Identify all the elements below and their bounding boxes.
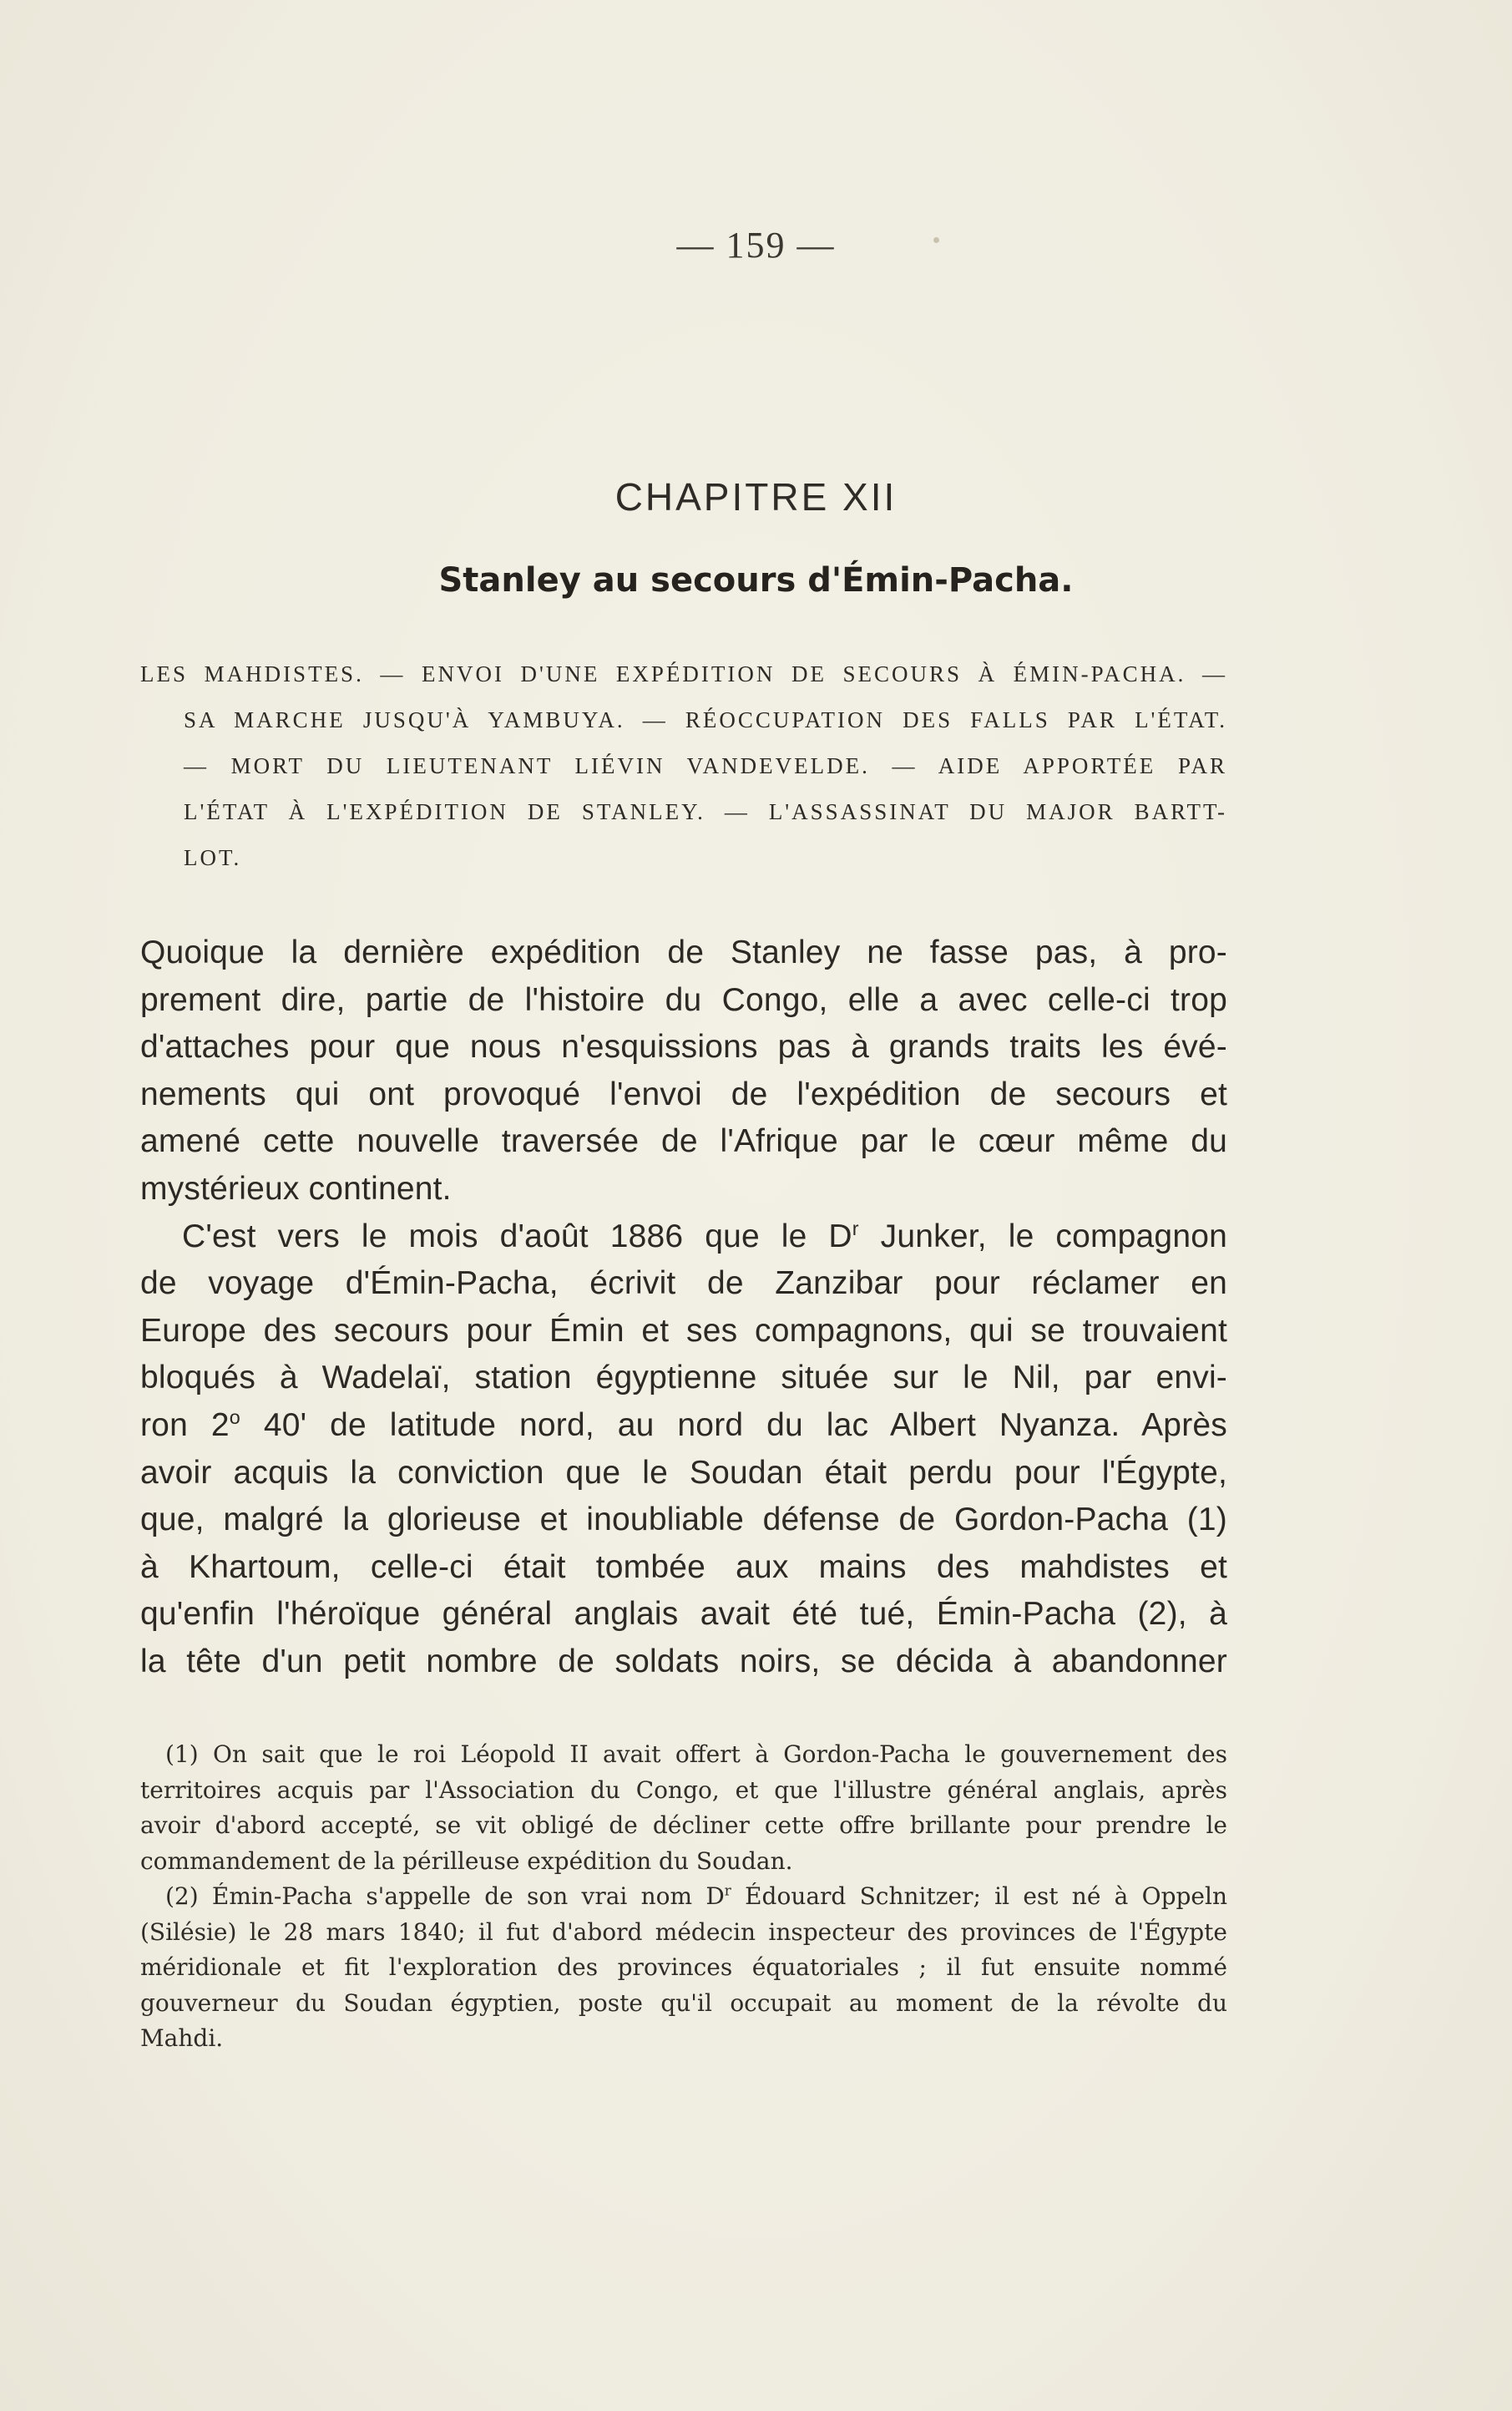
superscript: r (852, 1217, 859, 1239)
superscript: o (229, 1406, 240, 1428)
body-text (140, 929, 1227, 1686)
body-line: de voyage d'Émin-Pacha, écrivit de Zanzibar pour réclamer en (140, 1265, 1227, 1302)
body-line: Quoique la dernière expédition de Stanley ne fasse pas, à pro- (140, 935, 1227, 970)
body-line: mystérieux continent. (140, 1170, 452, 1207)
body-line: Europe des secours pour Émin et ses compagnons, qui se trouvaient (140, 1312, 1227, 1349)
footnote-line: (Silésie) le 28 mars 1840; il fut d'abord médecin inspecteur des provinces de l'Égypte (140, 1917, 1227, 1946)
body-line: qu'enfin l'héroïque général anglais avait été tué, Émin-Pacha (2), à (140, 1596, 1227, 1633)
body-line: avoir acquis la conviction que le Soudan était perdu pour l'Égypte, (140, 1454, 1227, 1491)
body-line-part: C'est vers le mois d'août 1886 que le D (182, 1218, 852, 1254)
footnote-line (140, 1879, 1227, 1915)
body-line-part: Junker, le compagnon (858, 1218, 1227, 1254)
footnote-line: Mahdi. (140, 2024, 224, 2052)
footnote-line-part: (2) Émin-Pacha s'appelle de son vrai nom D (165, 1882, 725, 1910)
body-line: bloqués à Wadelaï, station égyptienne située sur le Nil, par envi- (140, 1360, 1227, 1396)
body-line (140, 1402, 1227, 1450)
footnote-line: commandement de la périlleuse expédition du Soudan. (140, 1846, 793, 1875)
body-line: la tête d'un petit nombre de soldats noirs, se décida à abandonner (140, 1643, 1227, 1679)
body-line: à Khartoum, celle-ci était tombée aux mains des mahdistes et (140, 1548, 1227, 1585)
chapter-title: CHAPITRE XII (614, 475, 898, 519)
superscript: r (724, 1882, 731, 1899)
summary-line: — MORT DU LIEUTENANT LIÉVIN VANDEVELDE. — AIDE APPORTÉE PAR (184, 753, 1227, 778)
footnote-line: avoir d'abord accepté, se vit obligé de décliner cette offre brillante pour prendre le (140, 1811, 1227, 1839)
footnote-line: méridionale et fit l'exploration des provinces équatoriales ; il fut ensuite nommé (140, 1953, 1227, 1981)
body-line: prement dire, partie de l'histoire du Congo, elle a avec celle-ci trop (140, 981, 1227, 1018)
summary-line: LOT. (184, 845, 242, 870)
summary-line: LES MAHDISTES. — ENVOI D'UNE EXPÉDITION DE SECOURS À ÉMIN-PACHA. — (140, 661, 1227, 686)
body-line: que, malgré la glorieuse et inoubliable défense de Gordon-Pacha (1) (140, 1502, 1227, 1538)
footnote-line: (1) On sait que le roi Léopold II avait offert à Gordon-Pacha le gouvernement des (165, 1740, 1227, 1768)
paper-speck (933, 237, 939, 243)
summary-line: SA MARCHE JUSQU'À YAMBUYA. — RÉOCCUPATION DES FALLS PAR L'ÉTAT. (184, 707, 1227, 732)
body-line: amené cette nouvelle traversée de l'Afrique par le cœur même du (140, 1123, 1227, 1160)
body-line: nements qui ont provoqué l'envoi de l'expédition de secours et (140, 1076, 1227, 1112)
body-line-part: ron 2 (140, 1406, 230, 1443)
summary-line: L'ÉTAT À L'EXPÉDITION DE STANLEY. — L'ASSASSINAT DU MAJOR BARTT- (184, 799, 1227, 824)
body-line-part: 40' de latitude nord, au nord du lac Albert Nyanza. Après (240, 1406, 1227, 1443)
footnote-line: territoires acquis par l'Association du Congo, et que l'illustre général anglais, après (140, 1775, 1227, 1804)
body-line (140, 1213, 1227, 1261)
page-number: — 159 — (676, 225, 836, 266)
chapter-subtitle: Stanley au secours d'Émin-Pacha. (438, 561, 1074, 600)
footnote-line: gouverneur du Soudan égyptien, poste qu'il occupait au moment de la révolte du (140, 1988, 1227, 2017)
footnotes (140, 1737, 1227, 2057)
footnote-line-part: Édouard Schnitzer; il est né à Oppeln (731, 1882, 1227, 1910)
body-line: d'attaches pour que nous n'esquissions pas à grands traits les évé- (140, 1029, 1227, 1066)
chapter-summary (140, 651, 1227, 881)
